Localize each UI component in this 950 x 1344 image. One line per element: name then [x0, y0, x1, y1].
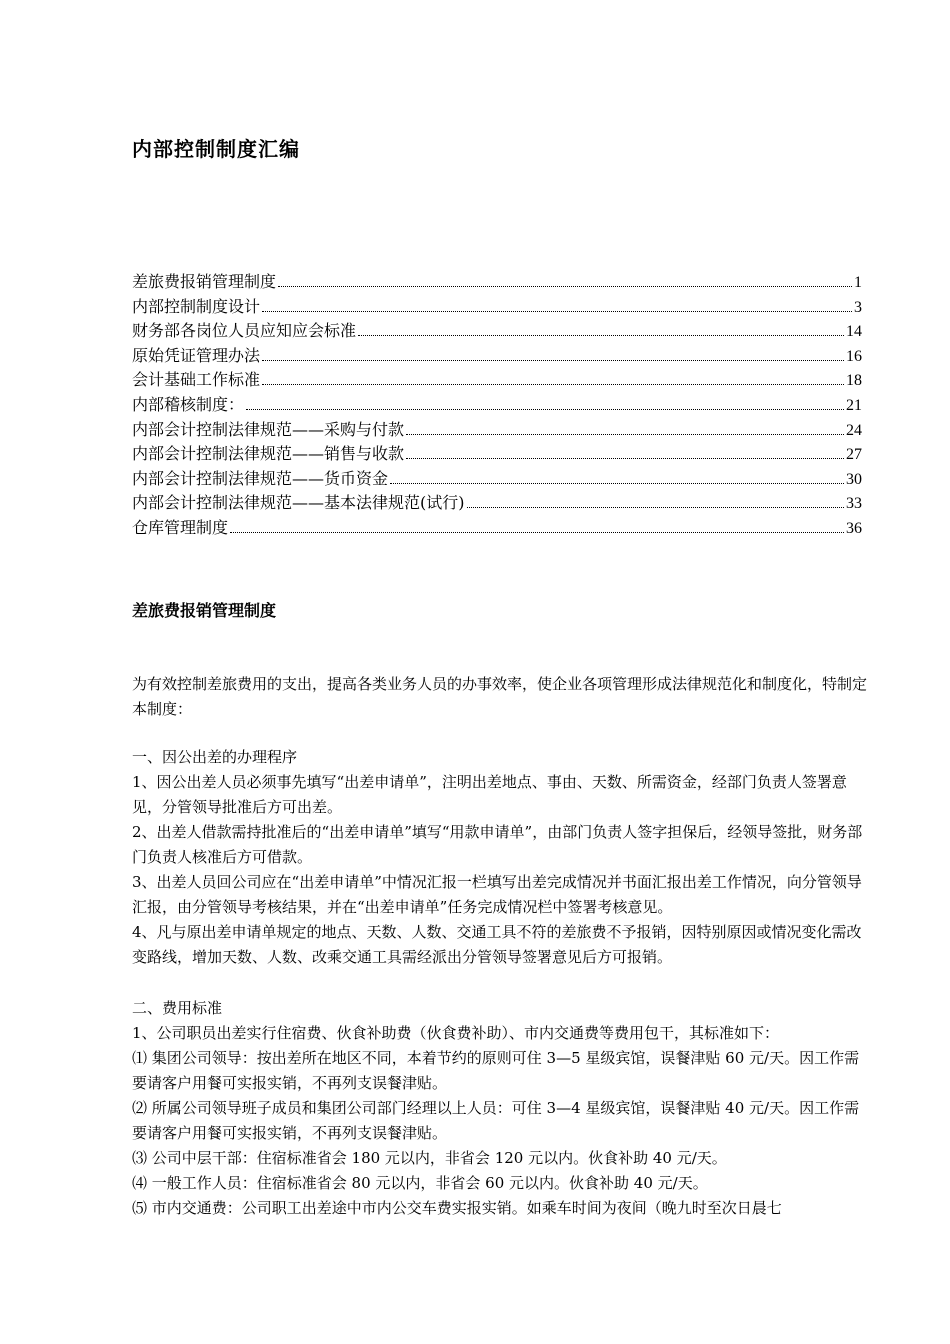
list-item: 1、因公出差人员必须事先填写“出差申请单”，注明出差地点、事由、天数、所需资金，经部门负责人签署意见，分管领导批准后方可出差。	[132, 773, 847, 816]
toc-leader	[358, 334, 844, 336]
toc-page-number: 30	[846, 470, 862, 488]
list-item: 1、公司职员出差实行住宿费、伙食补助费（伙食费补助）、市内交通费等费用包干，其标准如下：	[132, 1024, 780, 1042]
toc-entry-label: 会计基础工作标准	[132, 370, 261, 390]
list-item: 3、出差人员回公司应在“出差申请单”中情况汇报一栏填写出差完成情况并书面汇报出差工作情况，向分管领导汇报，由分管领导考核结果，并在“出差申请单”任务完成情况栏中签署考核意见。	[132, 873, 862, 916]
toc-entry-label: 内部会计控制法律规范——采购与付款	[132, 419, 405, 439]
toc-leader	[406, 433, 844, 435]
toc-leader	[390, 482, 844, 484]
section-procedure	[132, 745, 872, 970]
toc-leader	[467, 506, 845, 508]
toc-page-number: 14	[846, 323, 862, 341]
toc-page-number: 36	[846, 519, 862, 537]
toc-entry[interactable]	[132, 368, 862, 393]
toc-entry[interactable]	[132, 344, 862, 369]
toc-page-number: 3	[854, 298, 862, 316]
section-title: 差旅费报销管理制度	[132, 601, 277, 620]
toc-entry[interactable]	[132, 491, 862, 516]
subsection-heading: 一、因公出差的办理程序	[132, 748, 298, 766]
list-item: ⑸ 市内交通费：公司职工出差途中市内公交车费实报实销。如乘车时间为夜间（晚九时至次日晨七	[132, 1199, 782, 1217]
toc-leader	[262, 383, 844, 385]
intro-paragraph	[132, 672, 872, 722]
toc-entry[interactable]	[132, 442, 862, 467]
toc-entry-label: 仓库管理制度	[132, 517, 229, 537]
section-standards	[132, 996, 872, 1221]
toc-entry-label: 内部会计控制法律规范——基本法律规范(试行)	[132, 493, 465, 513]
table-of-contents	[132, 270, 862, 541]
toc-leader	[278, 285, 852, 287]
toc-entry-label: 内部会计控制法律规范——销售与收款	[132, 444, 405, 464]
toc-leader	[406, 457, 844, 459]
toc-entry-label: 内部稽核制度：	[132, 394, 245, 414]
list-item: ⑴ 集团公司领导：按出差所在地区不同，本着节约的原则可住 3—5 星级宾馆，误餐津贴 60 元/天。因工作需要请客户用餐可实报实销，不再列支误餐津贴。	[132, 1049, 860, 1092]
toc-leader	[246, 408, 844, 410]
toc-leader	[230, 531, 844, 533]
toc-entry-label: 原始凭证管理办法	[132, 345, 261, 365]
list-item: 4、凡与原出差申请单规定的地点、天数、人数、交通工具不符的差旅费不予报销，因特别原因或情况变化需改变路线，增加天数、人数、改乘交通工具需经派出分管领导签署意见后方可报销。	[132, 923, 862, 966]
list-item: ⑷ 一般工作人员：住宿标准省会 80 元以内，非省会 60 元以内。伙食补助 40 元/天。	[132, 1174, 708, 1192]
toc-page-number: 1	[854, 274, 862, 291]
toc-entry-label: 内部会计控制法律规范——货币资金	[132, 468, 389, 488]
toc-entry-label: 财务部各岗位人员应知应会标准	[132, 321, 357, 341]
toc-leader	[262, 310, 852, 312]
toc-entry[interactable]	[132, 270, 862, 295]
toc-page-number: 18	[846, 372, 862, 390]
toc-page-number: 21	[846, 396, 862, 414]
toc-page-number: 24	[846, 421, 862, 439]
toc-entry[interactable]	[132, 319, 862, 344]
toc-page-number: 27	[846, 446, 862, 464]
list-item: ⑵ 所属公司领导班子成员和集团公司部门经理以上人员：可住 3—4 星级宾馆，误餐津贴 40 元/天。因工作需要请客户用餐可实报实销，不再列支误餐津贴。	[132, 1099, 860, 1142]
toc-entry[interactable]	[132, 467, 862, 492]
toc-entry-label: 内部控制制度设计	[132, 296, 261, 316]
toc-page-number: 16	[846, 347, 862, 365]
toc-entry-label: 差旅费报销管理制度	[132, 272, 277, 291]
list-item: 2、出差人借款需持批准后的“出差申请单”填写“用款申请单”，由部门负责人签字担保后，经领导签批，财务部门负责人核准后方可借款。	[132, 823, 863, 866]
toc-entry[interactable]	[132, 516, 862, 541]
toc-entry[interactable]	[132, 295, 862, 320]
toc-leader	[262, 359, 844, 361]
document-title: 内部控制制度汇编	[132, 137, 300, 161]
subsection-heading: 二、费用标准	[132, 999, 223, 1017]
list-item: ⑶ 公司中层干部：住宿标准省会 180 元以内，非省会 120 元以内。伙食补助 40 元/天。	[132, 1149, 727, 1167]
toc-entry[interactable]	[132, 418, 862, 443]
intro-text: 为有效控制差旅费用的支出，提高各类业务人员的办事效率，使企业各项管理形成法律规范化和制度化，特制定本制度：	[132, 675, 868, 718]
toc-page-number: 33	[846, 495, 862, 513]
toc-entry[interactable]	[132, 393, 862, 418]
